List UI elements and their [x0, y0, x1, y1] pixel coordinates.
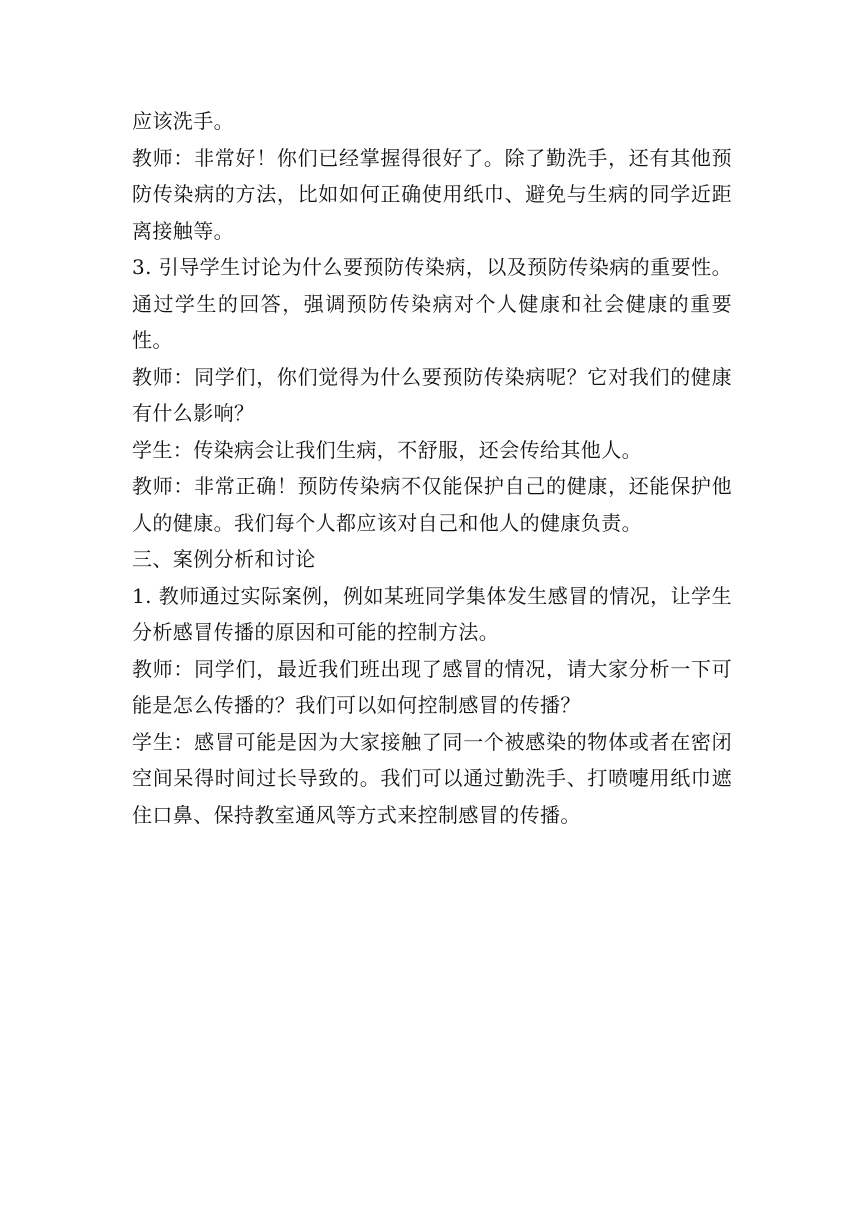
- paragraph-student-case-answer: 学生：感冒可能是因为大家接触了同一个被感染的物体或者在密闭空间呆得时间过长导致的。我们可以通过勤洗手、打喷嚏用纸巾遮住口鼻、保持教室通风等方式来控制感冒的传播。: [132, 729, 732, 827]
- paragraph-teacher-praise: 教师：非常好！你们已经掌握得很好了。除了勤洗手，还有其他预防传染病的方法，比如如何正确使用纸巾、避免与生病的同学近距离接触等。: [132, 145, 732, 243]
- section-heading-case-analysis: 三、案例分析和讨论: [132, 547, 316, 571]
- paragraph-teacher-case-question: 教师：同学们，最近我们班出现了感冒的情况，请大家分析一下可能是怎么传播的？我们可以如何控制感冒的传播？: [132, 656, 732, 717]
- paragraph-teacher-question: 教师：同学们，你们觉得为什么要预防传染病呢？它对我们的健康有什么影响？: [132, 364, 732, 425]
- paragraph-step-1: 1. 教师通过实际案例，例如某班同学集体发生感冒的情况，让学生分析感冒传播的原因和可能的控制方法。: [132, 583, 732, 644]
- document-page: [132, 103, 732, 833]
- paragraph-step-3: 3. 引导学生讨论为什么要预防传染病，以及预防传染病的重要性。通过学生的回答，强调预防传染病对个人健康和社会健康的重要性。: [132, 255, 732, 352]
- paragraph-continuation: 应该洗手。: [132, 109, 234, 133]
- paragraph-teacher-confirm: 教师：非常正确！预防传染病不仅能保护自己的健康，还能保护他人的健康。我们每个人都应该对自己和他人的健康负责。: [132, 474, 732, 535]
- paragraph-student-answer: 学生：传染病会让我们生病，不舒服，还会传给其他人。: [132, 437, 642, 462]
